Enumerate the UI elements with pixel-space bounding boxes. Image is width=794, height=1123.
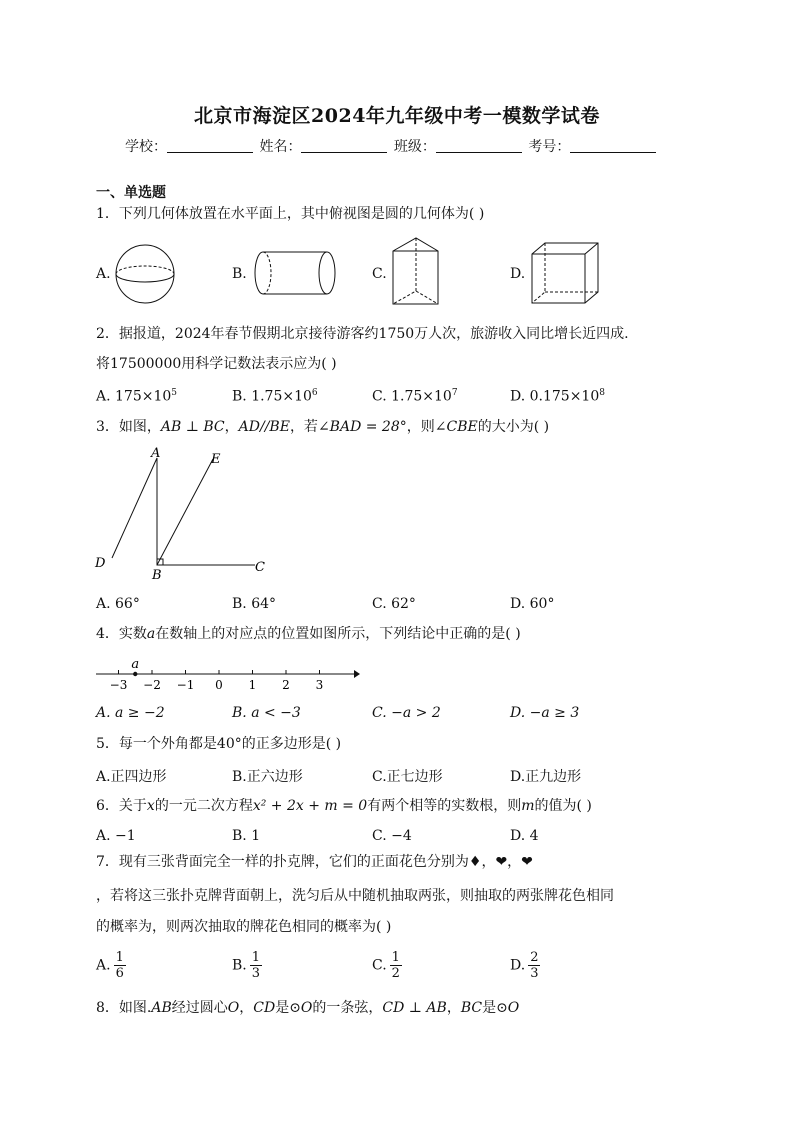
q4-tick-label: 0 <box>215 678 223 692</box>
q4-var: a <box>146 626 156 642</box>
q3-label-d: D <box>95 556 106 571</box>
q5-option-d: D.正九边形 <box>510 769 582 785</box>
q4-option-d: D. −a ≥ 3 <box>510 705 580 721</box>
q3-text-3: ，若 <box>289 419 318 435</box>
q7-option-d-denominator: 3 <box>530 966 539 981</box>
q6-text-2: 的一元二次方程 <box>154 798 253 814</box>
q8-math-2: O <box>227 1000 240 1016</box>
name-label: 姓名： <box>259 139 302 155</box>
q3-math-4: ∠CBE <box>434 419 478 435</box>
q4-tick-label: −1 <box>176 678 195 692</box>
q8-text-2: 经过圆心 <box>171 1000 228 1016</box>
q2-option-d-exp: 8 <box>599 388 605 398</box>
q7-option-b-label: B. <box>232 957 247 974</box>
q6-stem <box>96 797 592 815</box>
id-blank[interactable] <box>570 138 656 153</box>
q4-option-b: B. a < −3 <box>232 705 301 721</box>
q7-option-a-label: A. <box>96 957 111 974</box>
q7-option-c <box>372 950 402 981</box>
q7-option-d-numerator: 2 <box>530 950 539 965</box>
q4-stem <box>96 625 521 643</box>
q7-line2: ，若将这三张扑克牌背面朝上，洗匀后从中随机抽取两张，则抽取的两张牌花色相同 <box>96 888 614 904</box>
q7-option-c-denominator: 2 <box>391 966 400 981</box>
q6-option-a: A. −1 <box>96 828 136 844</box>
q4-tick-label: −3 <box>109 678 128 692</box>
q4-text-2: 在数轴上的对应点的位置如图所示，下列结论中正确的是( ) <box>155 626 521 642</box>
q3-option-c: C. 62° <box>372 596 416 612</box>
q2-option-b-exp: 6 <box>311 388 318 398</box>
q2-option-d <box>510 388 605 405</box>
q2-option-a-text: A. 175×10 <box>96 388 172 405</box>
q4-number-line <box>92 652 362 692</box>
q6-text-3: 有两个相等的实数根，则 <box>367 798 522 814</box>
school-label: 学校： <box>125 139 167 155</box>
q8-text-4: 是 <box>275 1000 290 1016</box>
q7-option-b-denominator: 3 <box>251 966 261 981</box>
q3-option-d: D. 60° <box>510 596 555 612</box>
q3-stem <box>96 418 549 436</box>
q4-option-a: A. a ≥ −2 <box>96 705 165 721</box>
q1-stem: 1．下列几何体放置在水平面上，其中俯视图是圆的几何体为( ) <box>96 206 485 222</box>
q2-option-a-exp: 5 <box>171 388 178 398</box>
q7-option-b <box>232 950 262 981</box>
q7-option-d <box>510 950 540 981</box>
q2-option-c <box>372 388 458 405</box>
q4-option-c: C. −a > 2 <box>372 705 441 721</box>
q8-math-7: ⊙O <box>496 1000 520 1016</box>
q2-option-a <box>96 388 177 405</box>
q7-line3: 的概率为，则两次抽取的牌花色相同的概率为( ) <box>96 919 392 935</box>
q1-option-a-label: A. <box>96 266 111 282</box>
q6-text-1: 6．关于 <box>96 798 147 814</box>
q4-point-a <box>133 672 137 676</box>
q6-var-x: x <box>146 798 155 814</box>
q3-label-b: B <box>152 568 162 583</box>
sphere-figure <box>112 243 182 305</box>
cylinder-figure <box>250 250 340 300</box>
q8-text-3: ， <box>239 1000 254 1016</box>
q3-text-5: 的大小为( ) <box>477 419 550 435</box>
q3-text-2: ， <box>224 419 239 435</box>
student-info-line <box>125 136 658 156</box>
q1-option-d-label: D. <box>510 266 526 282</box>
q4-point-label: a <box>131 657 140 672</box>
q6-option-c: C. −4 <box>372 828 412 844</box>
section-title: 一、单选题 <box>96 185 166 201</box>
q8-math-5: CD ⊥ AB <box>382 1000 447 1016</box>
triangular-prism-figure <box>390 236 450 308</box>
q8-math-4: ⊙O <box>289 1000 313 1016</box>
q3-option-b: B. 64° <box>232 596 277 612</box>
q6-var-m: m <box>521 798 535 814</box>
q3-geometry-figure <box>92 445 277 585</box>
q3-label-e: E <box>211 452 221 467</box>
q7-option-b-numerator: 1 <box>251 950 261 965</box>
q2-line1: 2．据报道，2024年春节假期北京接待游客约1750万人次，旅游收入同比增长近四成. <box>96 326 629 342</box>
q2-line2: 将17500000用科学记数法表示应为( ) <box>96 356 337 372</box>
q1-option-b-label: B. <box>232 266 247 282</box>
q8-text-1: 8．如图. <box>96 1000 152 1016</box>
q5-option-b: B.正六边形 <box>232 769 303 785</box>
q3-text-4: ，则 <box>406 419 435 435</box>
q3-label-a: A <box>151 446 161 461</box>
q7-option-a-numerator: 1 <box>115 950 124 965</box>
q8-stem <box>96 999 519 1017</box>
q1-option-c-label: C. <box>372 266 387 282</box>
q3-option-a: A. 66° <box>96 596 140 612</box>
q3-label-c: C <box>255 560 265 575</box>
q8-text-6: ， <box>446 1000 461 1016</box>
q7-option-c-numerator: 1 <box>391 950 400 965</box>
q6-equation: x² + 2x + m = 0 <box>252 798 368 814</box>
q2-option-c-exp: 7 <box>451 388 458 398</box>
q5-option-c: C.正七边形 <box>372 769 443 785</box>
q8-math-6: BC <box>460 1000 483 1016</box>
class-blank[interactable] <box>436 138 522 153</box>
q4-tick-label: −2 <box>143 678 161 692</box>
q4-tick-label: 1 <box>248 678 257 692</box>
q3-math-2: AD//BE <box>238 419 290 435</box>
q4-tick-label: 3 <box>315 678 324 692</box>
exam-title: 北京市海淀区2024年九年级中考一模数学试卷 <box>194 105 600 127</box>
q2-option-d-text: D. 0.175×10 <box>510 388 600 405</box>
q4-tick-label: 2 <box>282 678 290 692</box>
q4-axis-arrow <box>354 670 360 678</box>
q8-text-7: 是 <box>482 1000 497 1016</box>
q3-math-3: ∠BAD = 28° <box>317 419 407 435</box>
q6-option-b: B. 1 <box>232 828 261 844</box>
q8-math-3: CD <box>253 1000 276 1016</box>
q2-option-b <box>232 388 318 405</box>
q5-stem: 5．每一个外角都是40°的正多边形是( ) <box>96 736 342 752</box>
q8-text-5: 的一条弦， <box>312 1000 383 1016</box>
q8-math-1: AB <box>151 1000 172 1016</box>
q6-text-4: 的值为( ) <box>534 798 592 814</box>
q2-option-b-text: B. 1.75×10 <box>232 388 312 405</box>
q7-option-a-denominator: 6 <box>115 966 124 981</box>
q2-option-c-text: C. 1.75×10 <box>372 388 452 405</box>
q5-option-a: A.正四边形 <box>96 769 167 785</box>
q7-line1: 7．现有三张背面完全一样的扑克牌，它们的正面花色分别为♦，❤，❤ <box>96 854 533 870</box>
q7-option-d-label: D. <box>510 957 526 974</box>
q6-option-d: D. 4 <box>510 828 539 844</box>
q4-text-1: 4．实数 <box>96 626 147 642</box>
class-label: 班级： <box>393 139 436 155</box>
name-blank[interactable] <box>301 138 387 153</box>
rectangular-prism-figure <box>527 240 603 308</box>
q7-option-c-label: C. <box>372 957 387 974</box>
q3-math-1: AB ⊥ BC <box>160 419 225 435</box>
school-blank[interactable] <box>167 138 253 153</box>
q7-option-a <box>96 950 126 981</box>
q3-text-1: 3．如图， <box>96 419 161 435</box>
id-label: 考号： <box>528 139 571 155</box>
